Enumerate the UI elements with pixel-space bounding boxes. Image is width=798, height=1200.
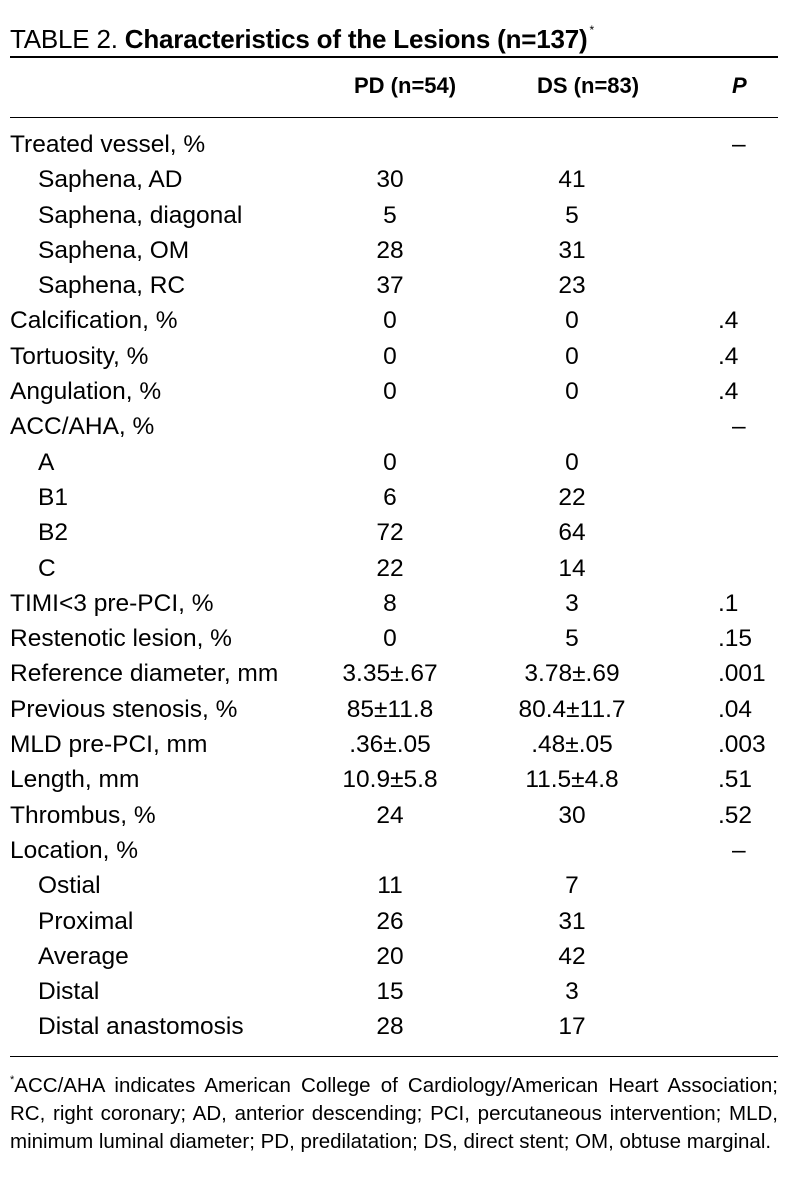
table-row — [10, 833, 778, 868]
table-row — [10, 692, 778, 727]
cell-pd: 28 — [376, 1013, 404, 1041]
cell-pd: 10.9±5.8 — [342, 766, 438, 794]
cell-pd: 5 — [383, 201, 397, 229]
row-label: Reference diameter, mm — [10, 660, 279, 688]
cell-pd: 3.35±.67 — [342, 660, 438, 688]
footnote — [10, 1066, 778, 1156]
cell-ds: 3.78±.69 — [524, 660, 620, 688]
cell-p: .51 — [718, 766, 753, 794]
cell-ds: 3 — [565, 589, 579, 617]
cell-p: .003 — [718, 731, 766, 759]
cell-pd: 85±11.8 — [346, 695, 434, 723]
table-row — [10, 233, 778, 268]
cell-pd: 0 — [383, 378, 397, 406]
row-label: Average — [38, 942, 129, 970]
row-label: B2 — [38, 519, 68, 547]
cell-ds: 11.5±4.8 — [525, 766, 619, 794]
table-row — [10, 586, 778, 621]
column-header-ds: DS (n=83) — [537, 73, 640, 98]
table-row — [10, 1009, 778, 1044]
cell-ds: 5 — [565, 201, 579, 229]
row-label: Tortuosity, % — [10, 342, 149, 370]
table-row — [10, 727, 778, 762]
cell-pd: 0 — [383, 625, 397, 653]
cell-p: – — [732, 836, 746, 864]
row-label: B1 — [38, 483, 68, 511]
cell-ds: 30 — [558, 801, 586, 829]
cell-pd: 0 — [383, 307, 397, 335]
table-row — [10, 480, 778, 515]
cell-p: .1 — [718, 589, 739, 617]
table-row — [10, 868, 778, 903]
row-label: Previous stenosis, % — [10, 695, 238, 723]
column-header-p: P — [732, 73, 747, 98]
row-label: Thrombus, % — [10, 801, 156, 829]
cell-pd: 30 — [376, 166, 404, 194]
table-row — [10, 515, 778, 550]
bottom-rule — [10, 1056, 778, 1057]
cell-p: .4 — [718, 378, 739, 406]
cell-ds: 64 — [558, 519, 586, 547]
row-label: ACC/AHA, % — [10, 413, 155, 441]
footnote-text: ACC/AHA indicates American College of Cardiology/American Heart Association; RC, right coronary; AD, anterior descending; PCI, percutaneous intervention; MLD, minimum luminal diameter; PD, predilatation; DS, direct stent; OM, obtuse marginal. — [10, 1074, 778, 1153]
cell-ds: 0 — [565, 378, 579, 406]
row-label: Saphena, RC — [38, 272, 186, 300]
table-row — [10, 939, 778, 974]
cell-pd: 20 — [376, 942, 404, 970]
cell-pd: 15 — [376, 978, 404, 1006]
cell-p: .15 — [718, 625, 753, 653]
row-label: Proximal — [38, 907, 134, 935]
table-row — [10, 621, 778, 656]
table-row — [10, 374, 778, 409]
cell-pd: 26 — [376, 907, 404, 935]
cell-p: .52 — [718, 801, 753, 829]
cell-pd: 11 — [377, 872, 403, 900]
row-label: Location, % — [10, 836, 139, 864]
row-label: Restenotic lesion, % — [10, 625, 232, 653]
table-title — [10, 14, 594, 55]
cell-p: .4 — [718, 307, 739, 335]
cell-pd: 24 — [376, 801, 404, 829]
cell-pd: 22 — [376, 554, 404, 582]
cell-p: .001 — [718, 660, 766, 688]
table-row — [10, 762, 778, 797]
cell-ds: 23 — [558, 272, 586, 300]
table-row — [10, 127, 778, 162]
row-label: Angulation, % — [10, 378, 162, 406]
cell-ds: 31 — [558, 907, 586, 935]
cell-ds: 42 — [558, 942, 586, 970]
table-row — [10, 409, 778, 444]
row-label: Saphena, OM — [38, 236, 190, 264]
table-row — [10, 268, 778, 303]
title-footnote-marker: * — [589, 23, 594, 37]
cell-pd: 6 — [383, 483, 397, 511]
cell-ds: 5 — [565, 625, 579, 653]
row-label: Ostial — [38, 872, 101, 900]
column-header-pd: PD (n=54) — [354, 73, 457, 98]
cell-ds: 31 — [558, 236, 586, 264]
table-row — [10, 339, 778, 374]
table-body — [10, 127, 778, 1045]
row-label: MLD pre-PCI, mm — [10, 731, 208, 759]
table-name: Characteristics of the Lesions (n=137) — [124, 24, 588, 54]
top-rule — [10, 56, 778, 58]
cell-ds: 0 — [565, 342, 579, 370]
table-row — [10, 445, 778, 480]
table-row — [10, 551, 778, 586]
cell-p: .4 — [718, 342, 739, 370]
table-row — [10, 198, 778, 233]
cell-ds: 41 — [558, 166, 586, 194]
cell-p: – — [732, 413, 746, 441]
cell-pd: 28 — [376, 236, 404, 264]
cell-pd: 8 — [383, 589, 397, 617]
cell-pd: 37 — [376, 272, 404, 300]
cell-ds: 80.4±11.7 — [518, 695, 626, 723]
cell-ds: 17 — [558, 1013, 586, 1041]
cell-pd: 0 — [383, 448, 397, 476]
row-label: Saphena, AD — [38, 166, 183, 194]
table-row — [10, 904, 778, 939]
cell-pd: 72 — [376, 519, 404, 547]
row-label: Calcification, % — [10, 307, 178, 335]
table-row — [10, 798, 778, 833]
row-label: A — [38, 448, 55, 476]
row-label: Distal — [38, 978, 100, 1006]
row-label: Treated vessel, % — [10, 131, 206, 158]
row-label: C — [38, 554, 56, 582]
table-row — [10, 656, 778, 691]
table-row — [10, 974, 778, 1009]
cell-pd: 0 — [383, 342, 397, 370]
footnote-marker: * — [10, 1074, 15, 1086]
cell-p: – — [732, 131, 746, 158]
row-label: TIMI<3 pre-PCI, % — [10, 589, 214, 617]
row-label: Length, mm — [10, 766, 140, 794]
cell-ds: 14 — [558, 554, 586, 582]
table-row — [10, 303, 778, 338]
header-rule — [10, 117, 778, 118]
cell-ds: 0 — [565, 448, 579, 476]
cell-pd: .36±.05 — [349, 731, 431, 759]
cell-ds: .48±.05 — [531, 731, 613, 759]
cell-ds: 7 — [565, 872, 579, 900]
row-label: Distal anastomosis — [38, 1013, 244, 1041]
row-label: Saphena, diagonal — [38, 201, 243, 229]
cell-ds: 22 — [558, 483, 586, 511]
cell-ds: 0 — [565, 307, 579, 335]
cell-ds: 3 — [565, 978, 579, 1006]
table-row — [10, 162, 778, 197]
table-label: TABLE 2. — [10, 24, 118, 54]
cell-p: .04 — [718, 695, 753, 723]
